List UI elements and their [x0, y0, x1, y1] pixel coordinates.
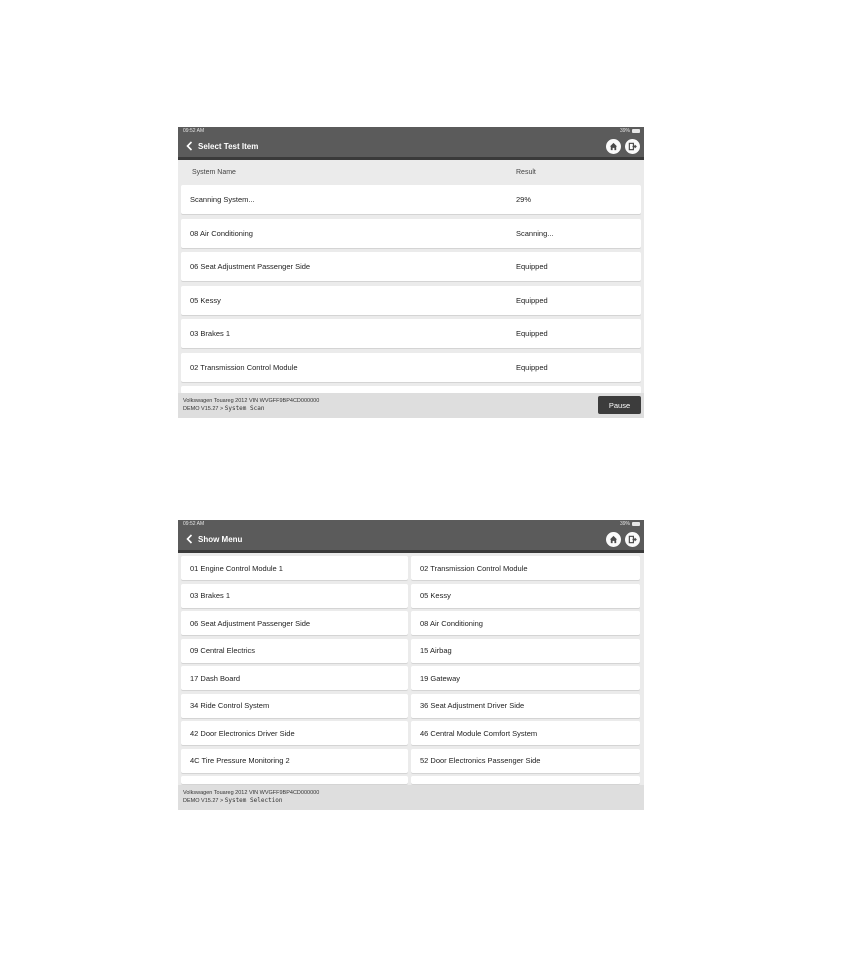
title-bar — [178, 135, 644, 157]
exit-icon[interactable] — [625, 532, 640, 547]
table-header — [178, 160, 644, 185]
system-result: Equipped — [516, 295, 548, 305]
vehicle-info: Volkswagen Touareg 2012 VIN WVGFF9BP4CD000000 — [183, 790, 320, 796]
menu-item[interactable]: 15 Airbag — [411, 639, 640, 663]
menu-item[interactable]: 52 Door Electronics Passenger Side — [411, 749, 640, 773]
show-menu-screen — [178, 520, 644, 810]
menu-item[interactable]: 06 Seat Adjustment Passenger Side — [181, 611, 408, 635]
home-icon[interactable] — [606, 139, 621, 154]
table-row[interactable] — [181, 252, 641, 281]
breadcrumb-path: System Scan — [224, 405, 265, 412]
system-result: Scanning... — [516, 228, 554, 238]
menu-item[interactable]: 09 Central Electrics — [181, 639, 408, 663]
status-time: 09:52 AM — [183, 128, 205, 134]
title-bar — [178, 528, 644, 550]
system-name: Scanning System... — [190, 195, 255, 204]
menu-item-partial[interactable] — [411, 776, 640, 784]
table-row[interactable] — [181, 219, 641, 248]
menu-item[interactable]: 03 Brakes 1 — [181, 584, 408, 608]
system-name: 06 Seat Adjustment Passenger Side — [190, 262, 311, 271]
select-test-item-screen — [178, 127, 644, 418]
battery-icon — [632, 129, 640, 133]
system-result: 29% — [516, 195, 532, 204]
footer-bar — [178, 785, 644, 810]
footer-bar — [178, 393, 644, 418]
menu-item[interactable]: 17 Dash Board — [181, 666, 408, 690]
system-menu-grid — [178, 553, 644, 784]
pause-button[interactable]: Pause — [598, 396, 641, 414]
exit-icon[interactable] — [625, 139, 640, 154]
software-version: DEMO V15.27 > — [183, 406, 224, 412]
scan-result-list — [178, 185, 644, 394]
battery-icon — [632, 522, 640, 526]
menu-item[interactable]: 36 Seat Adjustment Driver Side — [411, 694, 640, 718]
system-result: Equipped — [516, 262, 548, 271]
system-name: 03 Brakes 1 — [190, 329, 231, 338]
home-icon[interactable] — [606, 532, 621, 547]
system-result: Equipped — [516, 329, 548, 338]
menu-item[interactable]: 01 Engine Control Module 1 — [181, 556, 408, 580]
software-version: DEMO V15.27 > — [183, 798, 224, 804]
system-name: 02 Transmission Control Module — [190, 362, 298, 372]
menu-item-partial[interactable] — [181, 776, 408, 784]
column-result: Result — [516, 169, 536, 176]
system-name: 05 Kessy — [190, 295, 221, 305]
status-bar — [178, 127, 644, 135]
vehicle-info: Volkswagen Touareg 2012 VIN WVGFF9BP4CD000000 — [183, 398, 320, 404]
table-row[interactable] — [181, 185, 641, 214]
menu-item[interactable]: 46 Central Module Comfort System — [411, 721, 640, 745]
status-time: 09:52 AM — [183, 521, 205, 527]
battery-level: 39% — [619, 128, 630, 134]
menu-item[interactable]: 08 Air Conditioning — [411, 611, 640, 635]
table-row[interactable] — [181, 286, 641, 315]
breadcrumb-path: System Selection — [224, 797, 283, 804]
system-name: 08 Air Conditioning — [190, 228, 253, 238]
battery-level: 39% — [619, 521, 630, 527]
back-icon[interactable] — [182, 135, 196, 157]
column-system-name: System Name — [192, 169, 236, 176]
table-row[interactable] — [181, 319, 641, 348]
menu-item[interactable]: 42 Door Electronics Driver Side — [181, 721, 408, 745]
menu-item[interactable]: 34 Ride Control System — [181, 694, 408, 718]
menu-item[interactable]: 4C Tire Pressure Monitoring 2 — [181, 749, 408, 773]
menu-item[interactable]: 19 Gateway — [411, 666, 640, 690]
menu-item[interactable]: 05 Kessy — [411, 584, 640, 608]
menu-item[interactable]: 02 Transmission Control Module — [411, 556, 640, 580]
system-result: Equipped — [516, 362, 548, 372]
page-title: Show Menu — [198, 534, 243, 544]
page-title: Select Test Item — [198, 141, 259, 151]
table-row[interactable] — [181, 353, 641, 382]
back-icon[interactable] — [182, 528, 196, 550]
status-bar — [178, 520, 644, 528]
